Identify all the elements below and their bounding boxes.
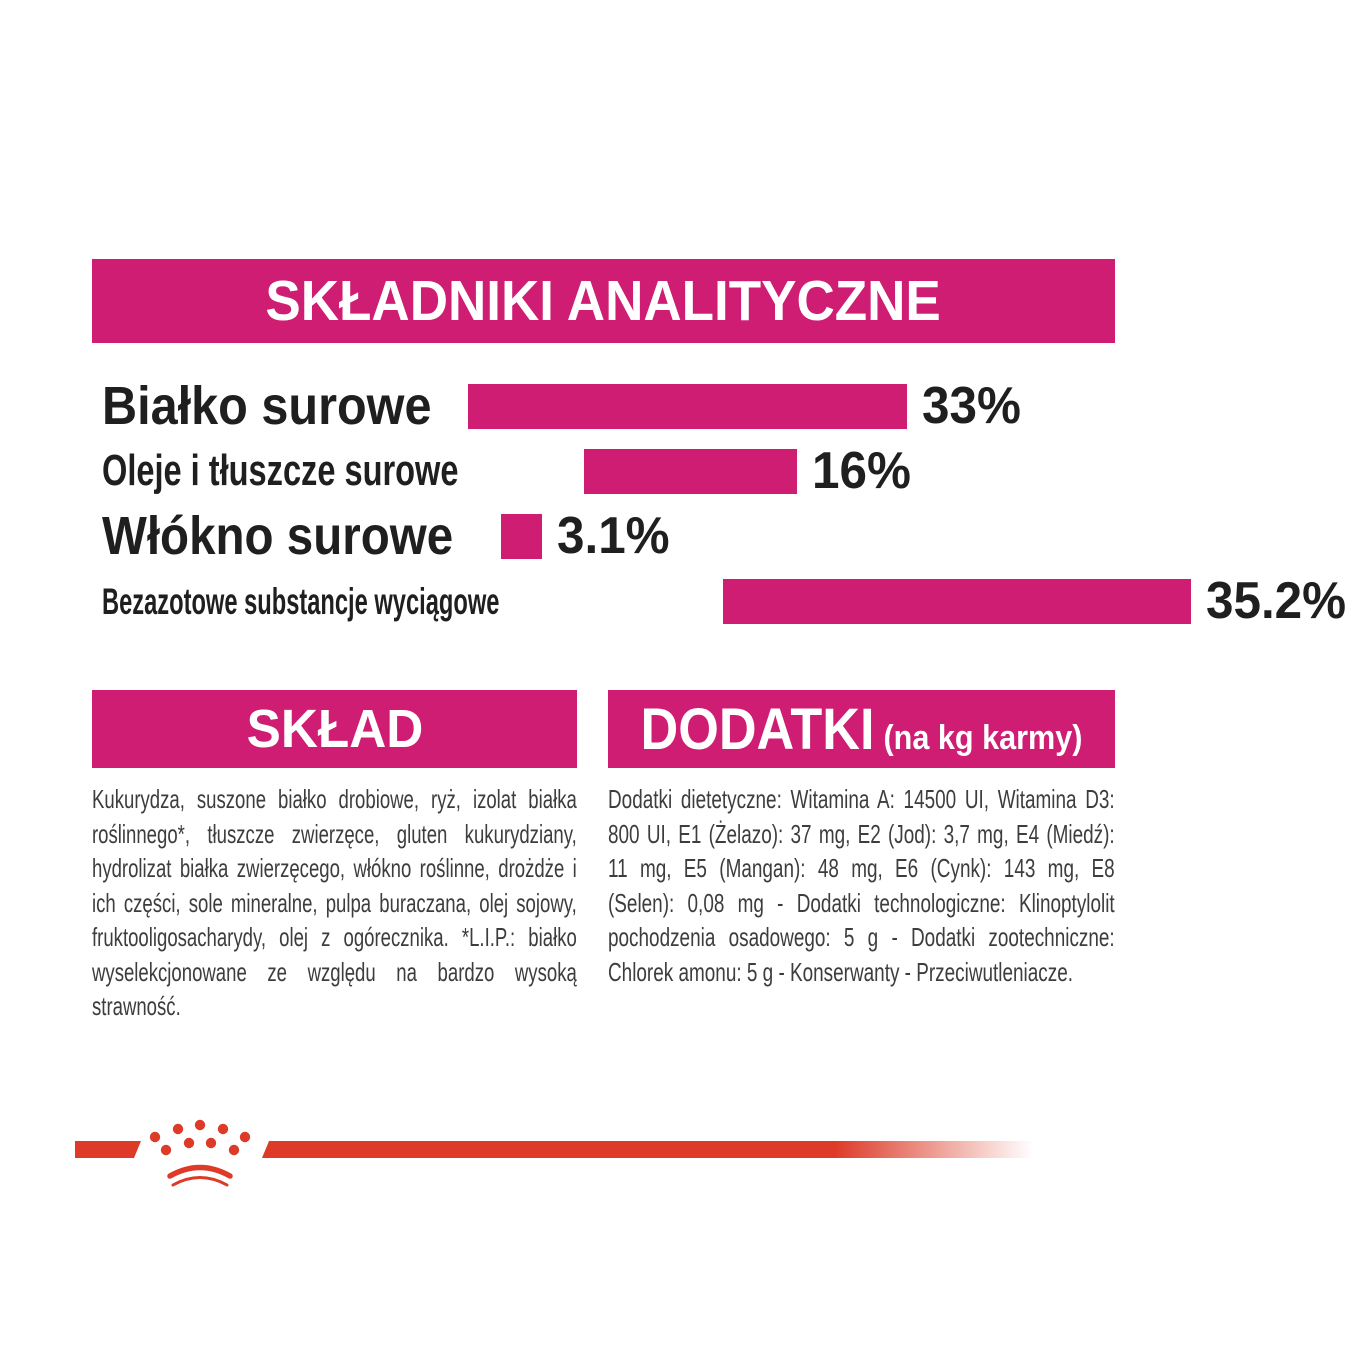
chart-category-label: Bezazotowe substancje wyciągowe <box>102 580 500 622</box>
additives-text-column <box>608 782 1115 989</box>
chart-value-label: 35.2% <box>1205 572 1347 630</box>
composition-banner <box>92 690 577 768</box>
chart-value-label: 33% <box>922 377 1021 435</box>
additives-title: DODATKI <box>640 696 875 762</box>
chart-row <box>102 568 1353 634</box>
composition-title: SKŁAD <box>246 699 423 759</box>
chart-category-label: Włókno surowe <box>102 506 454 566</box>
chart-row <box>102 438 916 504</box>
analytical-constituents-title: SKŁADNIKI ANALITYCZNE <box>265 269 942 333</box>
chart-value-label: 3.1% <box>557 507 670 565</box>
chart-label-cell <box>102 580 723 622</box>
footer-rule-left <box>75 1141 141 1158</box>
footer-rule-right <box>262 1141 1057 1158</box>
royal-canin-crown-icon <box>150 1119 250 1189</box>
chart-bar <box>468 384 907 429</box>
chart-category-label: Oleje i tłuszcze surowe <box>102 446 459 495</box>
additives-title-group <box>641 696 1083 763</box>
additives-text: Dodatki dietetyczne: Witamina A: 14500 UI, Witamina D3: 800 UI, E1 (Żelazo): 37 mg, E2 (Jod): 3,7 mg, E4 (Miedź): 11 mg, E5 (Mangan): 48 mg, E6 (Cynk): 143 mg, E8 (Selen): 0,08 mg - Dodatki technologiczne: Klinoptylolit pochodzenia osadowego: 5 g - Dodatki zootechniczne: Chlorek amonu: 5 g - Konserwanty - Przeciwutleniacze. <box>608 784 1115 987</box>
chart-value-label: 16% <box>811 442 911 500</box>
chart-bar <box>501 514 542 559</box>
chart-label-cell <box>102 506 501 566</box>
composition-text: Kukurydza, suszone białko drobiowe, ryż, izolat białka roślinnego*, tłuszcze zwierzęce, gluten kukurydziany, hydrolizat białka zwierzęcego, włókno roślinne, drożdże i ich części, sole mineralne, pulpa buraczana, olej sojowy, fruktooligosacharydy, olej z ogórecznika. *L.I.P.: białko wyselekcjonowane ze względu na bardzo wysoką strawność. <box>92 784 577 1021</box>
chart-label-cell <box>102 446 584 495</box>
additives-title-suffix: (na kg karmy) <box>883 718 1083 757</box>
analytical-constituents-banner <box>92 259 1115 343</box>
chart-bar <box>584 449 797 494</box>
chart-row <box>102 503 676 569</box>
chart-row <box>102 373 1026 439</box>
composition-text-column <box>92 782 577 1024</box>
chart-bar <box>723 579 1191 624</box>
chart-label-cell <box>102 376 468 436</box>
chart-category-label: Białko surowe <box>102 376 432 436</box>
additives-banner <box>608 690 1115 768</box>
